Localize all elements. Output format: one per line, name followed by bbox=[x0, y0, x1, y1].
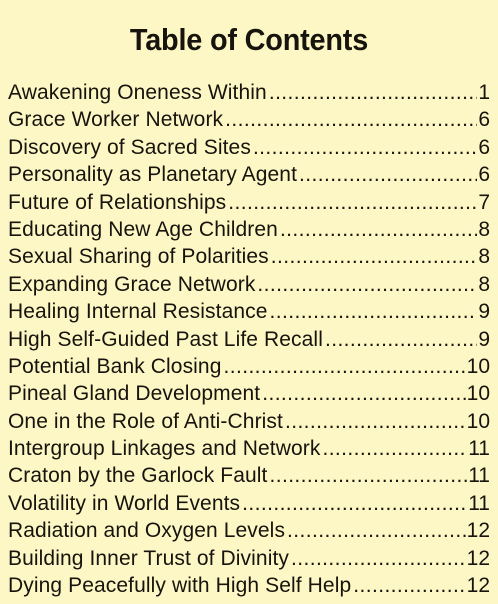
toc-entry[interactable] bbox=[8, 216, 490, 243]
toc-entry-title: Healing Internal Resistance bbox=[8, 300, 268, 324]
dot-leader bbox=[270, 298, 478, 325]
toc-entry-title: Volatility in World Events bbox=[8, 491, 241, 515]
toc-entry[interactable] bbox=[8, 134, 490, 161]
toc-page-number: 10 bbox=[466, 382, 490, 406]
toc-page-number: 12 bbox=[466, 574, 490, 598]
dot-leader bbox=[287, 517, 466, 544]
toc-page-number: 8 bbox=[478, 272, 490, 296]
toc-page-number: 11 bbox=[468, 464, 490, 488]
toc-entry[interactable] bbox=[8, 517, 490, 544]
dot-leader bbox=[242, 490, 467, 517]
toc-entry-title: Craton by the Garlock Fault bbox=[8, 464, 268, 488]
toc-page-number: 9 bbox=[478, 300, 490, 324]
toc-entry[interactable] bbox=[8, 326, 490, 353]
toc-entry-title: Future of Relationships bbox=[8, 190, 227, 214]
toc-entry-title: High Self-Guided Past Life Recall bbox=[8, 327, 323, 351]
toc-entry-title: Potential Bank Closing bbox=[8, 354, 222, 378]
dot-leader bbox=[269, 462, 467, 489]
toc-entry-title: Awakening Oneness Within bbox=[8, 81, 267, 104]
toc-entry[interactable] bbox=[8, 271, 490, 298]
toc-page-number: 11 bbox=[468, 437, 490, 461]
toc-entry-title: Educating New Age Children bbox=[8, 217, 278, 241]
toc-entry[interactable] bbox=[8, 353, 490, 380]
dot-leader bbox=[269, 79, 477, 106]
dot-leader bbox=[325, 326, 477, 353]
toc-entry[interactable] bbox=[8, 380, 490, 407]
toc-entry-title: One in the Role of Anti-Christ bbox=[8, 409, 283, 433]
toc-page-number: 6 bbox=[478, 163, 490, 187]
toc-page-number: 10 bbox=[466, 354, 490, 378]
toc-entry[interactable] bbox=[8, 79, 490, 106]
dot-leader bbox=[322, 435, 467, 462]
dot-leader bbox=[285, 408, 466, 435]
toc-page-number: 12 bbox=[466, 519, 490, 543]
dot-leader bbox=[228, 189, 477, 216]
toc-entry-title: Discovery of Sacred Sites bbox=[8, 135, 251, 159]
toc-entry-title: Grace Worker Network bbox=[8, 108, 224, 132]
toc-entry-title: Intergroup Linkages and Network bbox=[8, 437, 321, 461]
toc-entry-title: Expanding Grace Network bbox=[8, 272, 256, 296]
toc-page-number: 11 bbox=[468, 491, 490, 515]
toc-page-number: 12 bbox=[466, 546, 490, 570]
dot-leader bbox=[291, 545, 466, 572]
dot-leader bbox=[262, 380, 465, 407]
dot-leader bbox=[271, 243, 478, 270]
toc-entry-title: Pineal Gland Development bbox=[8, 382, 261, 406]
toc-entry[interactable] bbox=[8, 462, 490, 489]
toc-entry-title: Sexual Sharing of Polarities bbox=[8, 245, 269, 269]
toc-entry[interactable] bbox=[8, 243, 490, 270]
toc-title: Table of Contents bbox=[129, 21, 369, 57]
toc-entry[interactable] bbox=[8, 106, 490, 133]
dot-leader bbox=[253, 134, 477, 161]
toc-entry[interactable] bbox=[8, 298, 490, 325]
toc-page-number: 8 bbox=[478, 245, 490, 269]
toc-entry[interactable] bbox=[8, 435, 490, 462]
toc-list bbox=[8, 79, 490, 599]
toc-page-number: 10 bbox=[466, 409, 490, 433]
toc-entry[interactable] bbox=[8, 572, 490, 599]
toc-entry-title: Building Inner Trust of Divinity bbox=[8, 546, 289, 570]
dot-leader bbox=[299, 161, 477, 188]
dot-leader bbox=[280, 216, 477, 243]
toc-entry[interactable] bbox=[8, 490, 490, 517]
toc-page-number: 8 bbox=[478, 217, 490, 241]
toc-page-number: 9 bbox=[478, 327, 490, 351]
toc-page-number: 6 bbox=[478, 108, 490, 132]
toc-page-number: 1 bbox=[478, 81, 490, 104]
dot-leader bbox=[353, 572, 465, 599]
toc-entry[interactable] bbox=[8, 408, 490, 435]
dot-leader bbox=[257, 271, 477, 298]
toc-entry-title: Dying Peacefully with High Self Help bbox=[8, 574, 352, 598]
toc-entry[interactable] bbox=[8, 189, 490, 216]
toc-entry-title: Radiation and Oxygen Levels bbox=[8, 519, 286, 543]
toc-page-number: 7 bbox=[478, 190, 490, 214]
toc-entry[interactable] bbox=[8, 161, 490, 188]
toc-entry-title: Personality as Planetary Agent bbox=[8, 163, 298, 187]
toc-page-number: 6 bbox=[478, 135, 490, 159]
toc-entry[interactable] bbox=[8, 545, 490, 572]
dot-leader bbox=[225, 106, 477, 133]
dot-leader bbox=[224, 353, 466, 380]
